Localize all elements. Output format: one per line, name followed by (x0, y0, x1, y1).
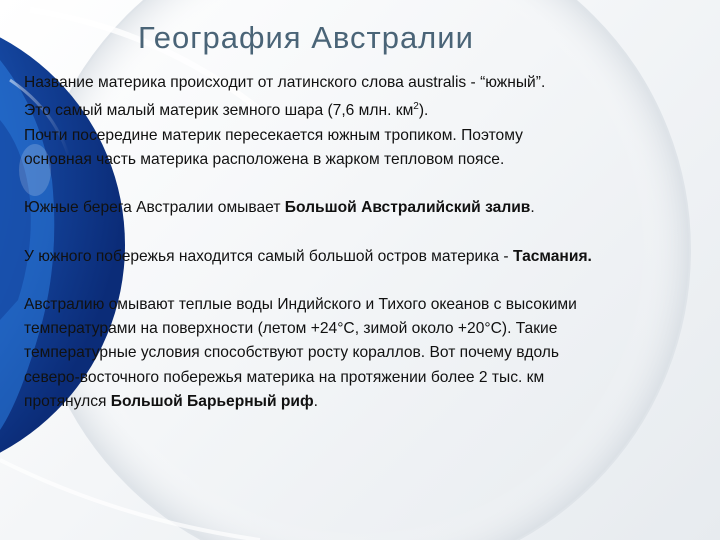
text-line: У южного побережья находится самый большой остров материка - (24, 247, 513, 265)
bold-term: Большой Барьерный риф (110, 392, 314, 410)
text-line: температурами на поверхности (летом +24°С, зимой около +20°С). Такие (24, 320, 558, 338)
text-line: ). (418, 102, 429, 120)
text-line: температурные условия способствуют росту кораллов. Вот почему вдоль (24, 344, 560, 362)
text-line: . (530, 199, 535, 217)
text-line: Южные берега Австралии омывает (24, 199, 285, 217)
text-line: . (313, 392, 319, 410)
text-line: Почти посередине материк пересекается южным тропиком. Поэтому (24, 126, 523, 144)
text-line: протянулся (24, 392, 111, 410)
slide-body (24, 71, 704, 438)
text-line: северо-восточного побережья материка на протяжении более 2 тыс. км (24, 368, 545, 386)
text-line: основная часть материка расположена в жарком тепловом поясе. (24, 150, 505, 168)
text-line: Это самый малый материк земного шара (7,6 млн. км (24, 102, 414, 120)
slide-title: География Австралии (138, 20, 474, 55)
paragraph-oceans (24, 293, 704, 414)
bold-term: Тасмания. (512, 247, 592, 265)
bold-term: Большой Австралийский залив (284, 199, 531, 217)
superscript: 2 (413, 101, 419, 113)
paragraph-origin (24, 71, 704, 172)
text-line: Австралию омывают теплые воды Индийского и Тихого океанов с высокими (24, 295, 577, 313)
paragraph-south-coast (24, 196, 704, 220)
paragraph-tasmania (24, 245, 704, 269)
text-line: Название материка происходит от латинского слова australis - “южный”. (24, 74, 546, 91)
